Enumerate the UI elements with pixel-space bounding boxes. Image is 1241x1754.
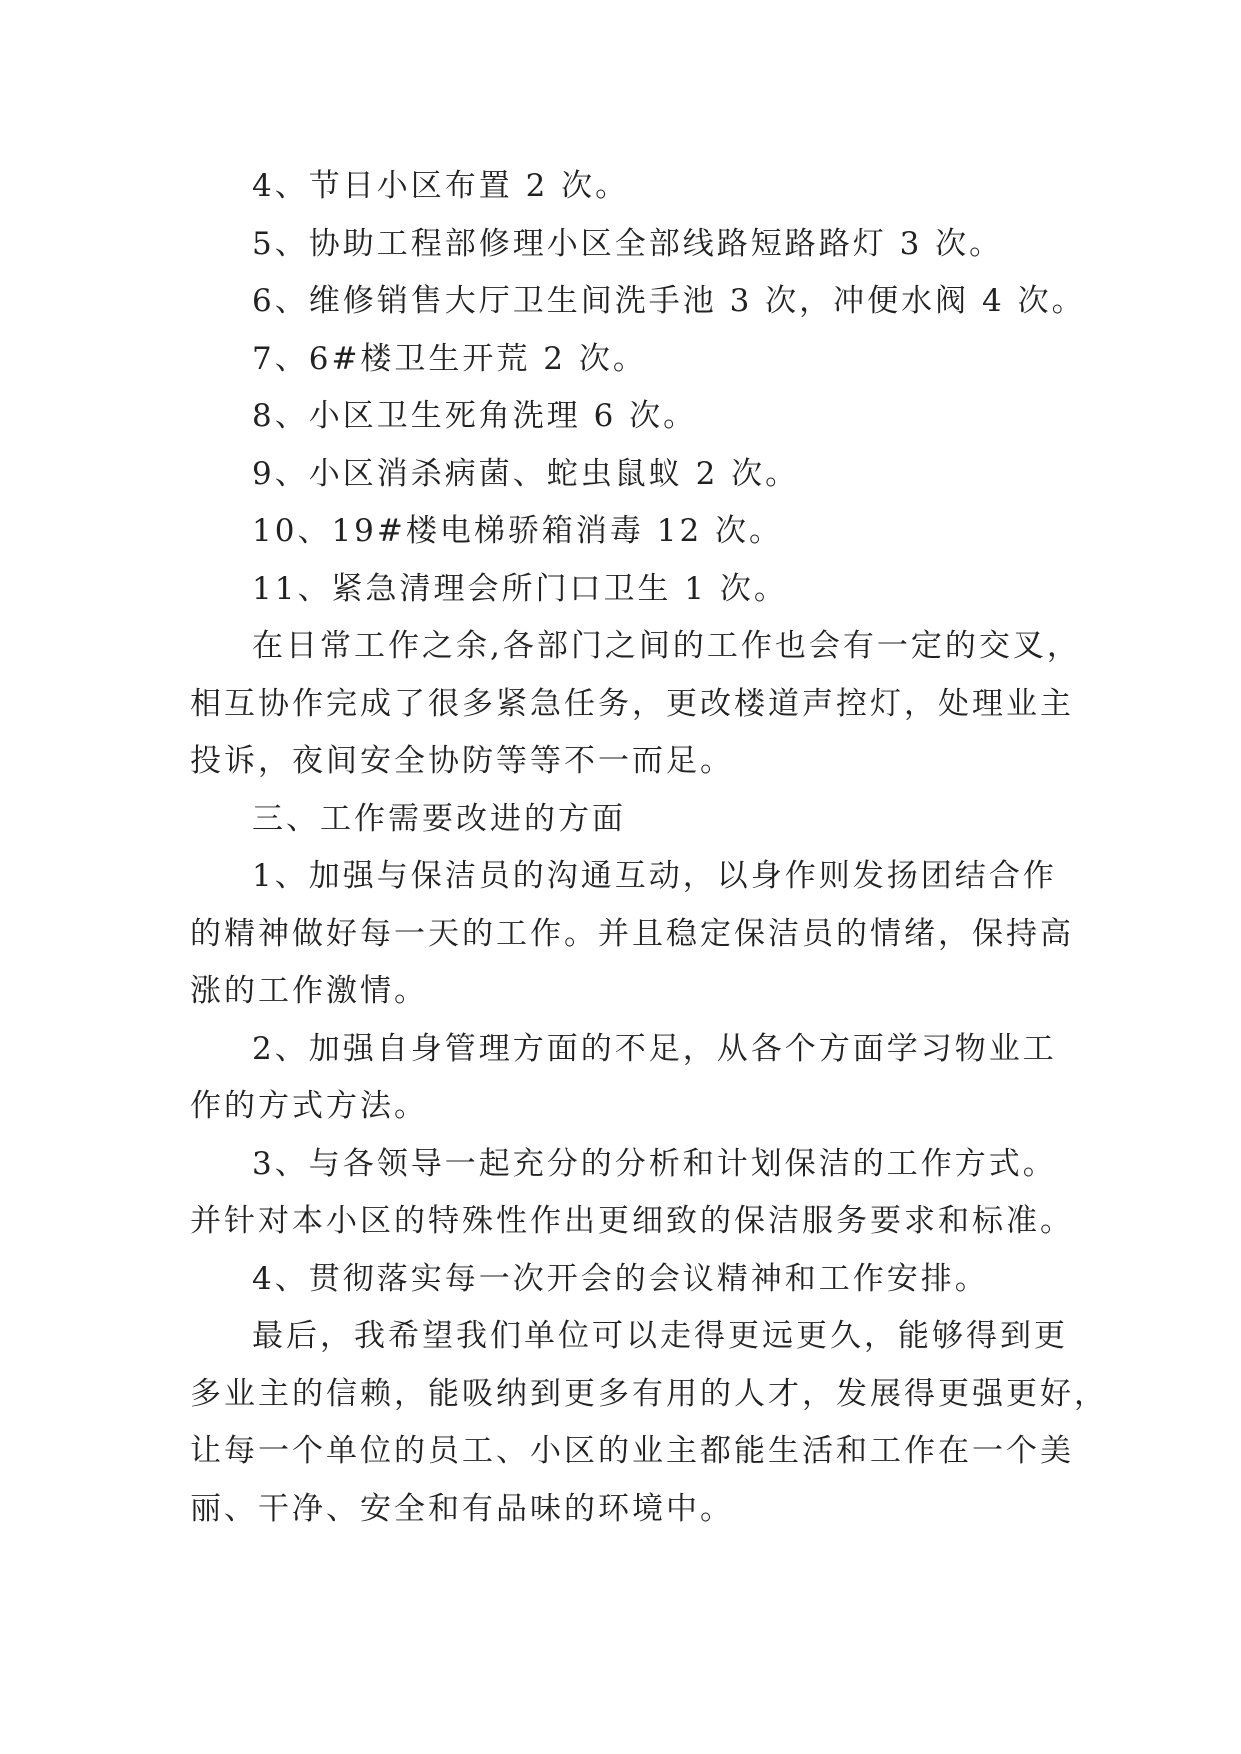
paragraph-line: 让每一个单位的员工、小区的业主都能生活和工作在一个美 [190, 1433, 1074, 1469]
paragraph-line: 的精神做好每一天的工作。并且稳定保洁员的情绪，保持高 [190, 915, 1074, 952]
paragraph-line: 丽、干净、安全和有品味的环境中。 [190, 1490, 734, 1527]
list-item: 3、与各领导一起充分的分析和计划保洁的工作方式。 [252, 1145, 1057, 1182]
list-item: 9、小区消杀病菌、蛇虫鼠蚁 2 次。 [252, 455, 800, 492]
list-item: 6、维修销售大厅卫生间洗手池 3 次，冲便水阀 4 次。 [252, 283, 1086, 319]
section-heading: 三、工作需要改进的方面 [252, 800, 626, 837]
paragraph-line: 在日常工作之余,各部门之间的工作也会有一定的交叉， [252, 628, 1081, 664]
list-item: 10、19#楼电梯骄箱消毒 12 次。 [252, 513, 784, 549]
list-item: 8、小区卫生死角洗理 6 次。 [252, 398, 698, 434]
list-item: 4、贯彻落实每一次开会的会议精神和工作安排。 [252, 1260, 989, 1297]
list-item: 2、加强自身管理方面的不足，从各个方面学习物业工 [252, 1030, 1057, 1067]
paragraph-line: 并针对本小区的特殊性作出更细致的保洁服务要求和标准。 [190, 1203, 1074, 1239]
list-item: 11、紧急清理会所门口卫生 1 次。 [252, 570, 788, 607]
paragraph-line: 多业主的信赖，能吸纳到更多有用的人才，发展得更强更好， [190, 1375, 1108, 1412]
paragraph-line: 作的方式方法。 [190, 1088, 428, 1124]
paragraph-line: 涨的工作激情。 [190, 973, 428, 1009]
paragraph-line: 投诉，夜间安全协防等等不一而足。 [190, 743, 734, 779]
document-body [190, 158, 1108, 1538]
list-item: 1、加强与保洁员的沟通互动，以身作则发扬团结合作 [252, 858, 1057, 894]
paragraph-line: 相互协作完成了很多紧急任务，更改楼道声控灯，处理业主 [190, 685, 1074, 722]
list-item: 4、节日小区布置 2 次。 [252, 168, 630, 204]
paragraph-line: 最后，我希望我们单位可以走得更远更久，能够得到更 [252, 1318, 1068, 1354]
list-item: 7、6#楼卫生开荒 2 次。 [252, 340, 647, 377]
list-item: 5、协助工程部修理小区全部线路短路路灯 3 次。 [252, 225, 1004, 262]
